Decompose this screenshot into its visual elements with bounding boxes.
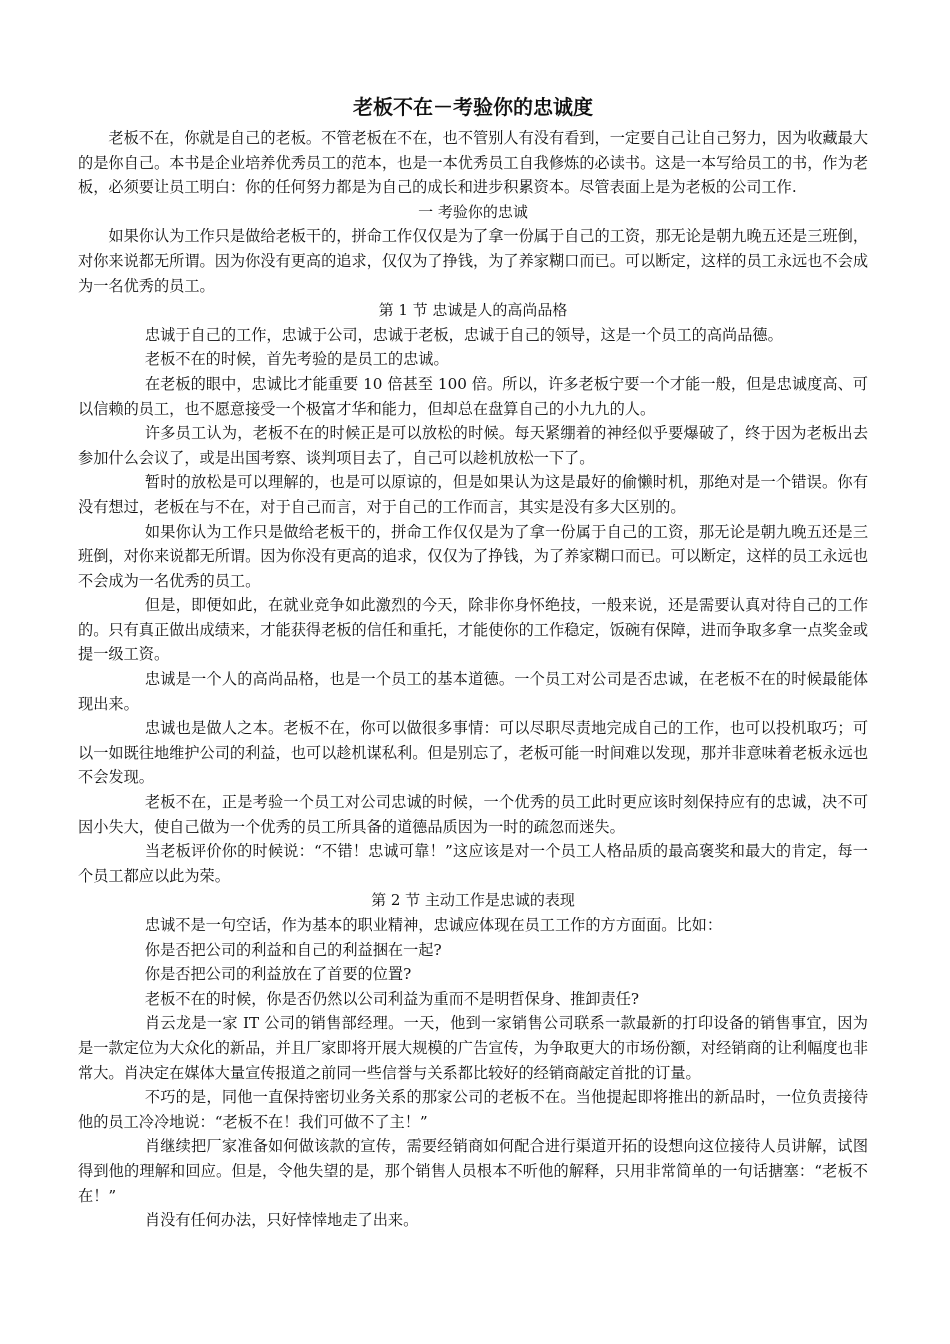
section-2-heading: 第 2 节 主动工作是忠诚的表现 bbox=[371, 891, 575, 910]
section-2-paragraph: 肖没有任何办法，只好悻悻地走了出来。 bbox=[144, 1211, 419, 1230]
section-1-paragraph: 忠诚也是做人之本。老板不在，你可以做很多事情：可以尽职尽责地完成自己的工作，也可以投机取巧；可以一如既往地维护公司的利益，也可以趁机谋私利。但是别忘了，老板可能一时间难以发现，那并非意味着老板永远也不会发现。 bbox=[78, 719, 868, 787]
section-2-paragraph: 不巧的是，同他一直保持密切业务关系的那家公司的老板不在。当他提起即将推出的新品时，一位负责接待他的员工冷冷地说：“老板不在！我们可做不了主！” bbox=[78, 1088, 868, 1131]
chapter-heading: 一 考验你的忠诚 bbox=[418, 202, 528, 221]
section-2-paragraph: 老板不在的时候，你是否仍然以公司利益为重而不是明哲保身、推卸责任? bbox=[144, 989, 640, 1008]
section-1-paragraph: 在老板的眼中，忠诚比才能重要 10 倍甚至 100 倍。所以，许多老板宁要一个才能一般，但是忠诚度高、可以信赖的员工，也不愿意接受一个极富才华和能力，但却总在盘算自己的小九九的人。 bbox=[78, 374, 868, 418]
document-title: 老板不在－考验你的忠诚度 bbox=[353, 95, 593, 119]
section-1-paragraph: 暂时的放松是可以理解的，也是可以原谅的，但是如果认为这是最好的偷懒时机，那绝对是一个错误。你有没有想过，老板在与不在，对于自己而言，对于自己的工作而言，其实是没有多大区别的。 bbox=[78, 473, 868, 516]
intro-paragraph: 老板不在，你就是自己的老板。不管老板在不在，也不管别人有没有看到，一定要自己让自己努力，因为收藏最大的是你自己。本书是企业培养优秀员工的范本，也是一本优秀员工自我修炼的必读书。这是一本写给员工的书，作为老板，必须要让员工明白：你的任何努力都是为自己的成长和进步积累资本。尽管表面上是为老板的公司工作. bbox=[78, 129, 868, 197]
section-1-heading: 第 1 节 忠诚是人的高尚品格 bbox=[378, 301, 568, 320]
section-1-paragraph: 老板不在的时候，首先考验的是员工的忠诚。 bbox=[144, 350, 449, 369]
section-1-paragraph: 但是，即便如此，在就业竞争如此激烈的今天，除非你身怀绝技，一般来说，还是需要认真对待自己的工作的。只有真正做出成绩来，才能获得老板的信任和重托，才能使你的工作稳定，饭碗有保障，进而争取多拿一点奖金或提一级工资。 bbox=[78, 596, 868, 664]
chapter-intro-paragraph: 如果你认为工作只是做给老板干的，拼命工作仅仅是为了拿一份属于自己的工资，那无论是朝九晚五还是三班倒，对你来说都无所谓。因为你没有更高的追求，仅仅为了挣钱，为了养家糊口而已。可以断定，这样的员工永远也不会成为一名优秀的员工。 bbox=[78, 227, 868, 295]
document-page bbox=[78, 92, 868, 1233]
section-2-paragraph: 忠诚不是一句空话，作为基本的职业精神，忠诚应体现在员工工作的方方面面。比如： bbox=[144, 916, 722, 934]
section-2-paragraph: 你是否把公司的利益和自己的利益捆在一起? bbox=[144, 940, 442, 959]
section-1-paragraph: 老板不在，正是考验一个员工对公司忠诚的时候，一个优秀的员工此时更应该时刻保持应有的忠诚，决不可因小失大，使自己做为一个优秀的员工所具备的道德品质因为一时的疏忽而迷失。 bbox=[78, 793, 868, 836]
section-1-paragraph: 忠诚是一个人的高尚品格，也是一个员工的基本道德。一个员工对公司是否忠诚，在老板不在的时候最能体现出来。 bbox=[78, 670, 868, 713]
section-1-paragraph: 如果你认为工作只是做给老板干的，拼命工作仅仅是为了拿一份属于自己的工资，那无论是朝九晚五还是三班倒，对你来说都无所谓。因为你没有更高的追求，仅仅为了挣钱，为了养家糊口而已。可以断定，这样的员工永远也不会成为一名优秀的员工。 bbox=[78, 522, 868, 590]
section-1-paragraph: 许多员工认为，老板不在的时候正是可以放松的时候。每天紧绷着的神经似乎要爆破了，终于因为老板出去参加什么会议了，或是出国考察、谈判项目去了，自己可以趁机放松一下了。 bbox=[78, 424, 868, 467]
section-2-paragraph: 肖云龙是一家 IT 公司的销售部经理。一天，他到一家销售公司联系一款最新的打印设备的销售事宜，因为是一款定位为大众化的新品，并且厂家即将开展大规模的广告宣传，为争取更大的市场份额，对经销商的让利幅度也非常大。肖决定在媒体大量宣传报道之前同一些信誉与关系都比较好的经销商敲定首批的订量。 bbox=[78, 1014, 868, 1082]
section-1-paragraph: 忠诚于自己的工作，忠诚于公司，忠诚于老板，忠诚于自己的领导，这是一个员工的高尚品德。 bbox=[144, 325, 783, 344]
section-2-paragraph: 你是否把公司的利益放在了首要的位置? bbox=[144, 965, 412, 984]
section-2-paragraph: 肖继续把厂家准备如何做该款的宣传，需要经销商如何配合进行渠道开拓的设想向这位接待人员讲解，试图得到他的理解和回应。但是，令他失望的是，那个销售人员根本不听他的解释，只用非常简单的一句话搪塞：“老板不在！” bbox=[78, 1137, 868, 1205]
section-1-paragraph: 当老板评价你的时候说：“不错！忠诚可靠！”这应该是对一个员工人格品质的最高褒奖和最大的肯定，每一个员工都应以此为荣。 bbox=[78, 842, 868, 885]
